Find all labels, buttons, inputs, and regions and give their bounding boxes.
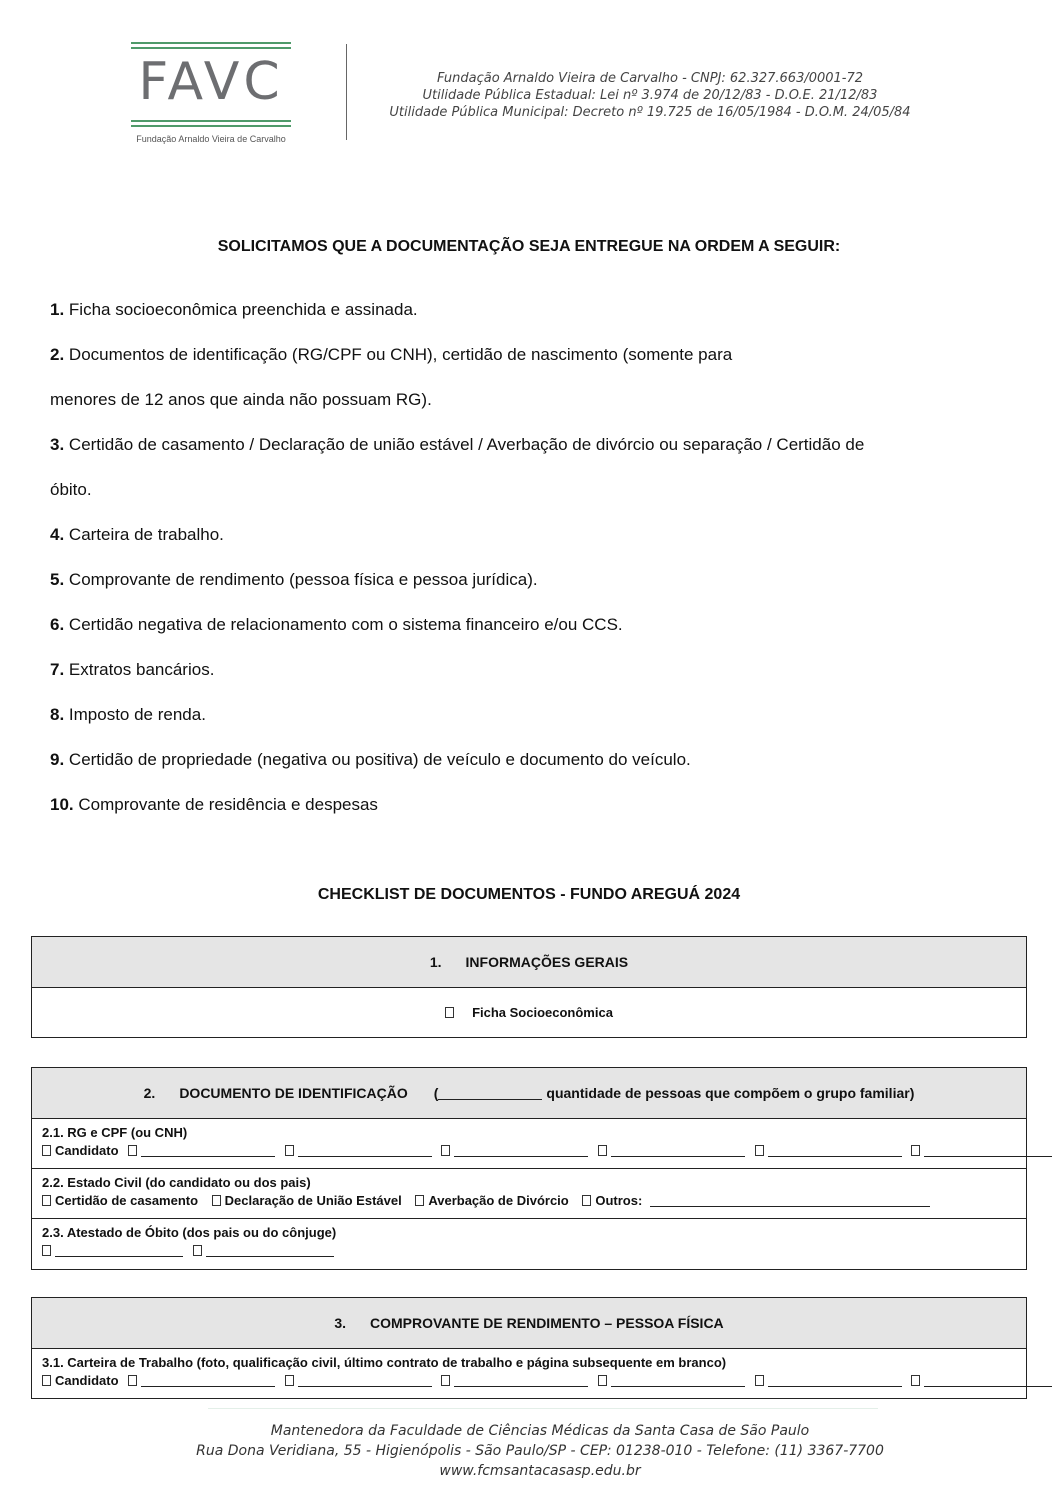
item-number: 2.	[50, 345, 65, 364]
logo-bottom-rule	[131, 120, 291, 122]
checkbox[interactable]	[445, 1007, 454, 1018]
row-title: 2.2. Estado Civil (do candidato ou dos pais)	[42, 1175, 311, 1190]
checkbox[interactable]	[755, 1145, 764, 1156]
item-text: Certidão de casamento / Declaração de união estável / Averbação de divórcio ou separação / Certidão de	[64, 435, 865, 454]
item-text: Extratos bancários.	[64, 660, 215, 679]
checkbox-label: Averbação de Divórcio	[428, 1193, 569, 1208]
section-identification	[31, 1067, 1027, 1270]
footer-line: Rua Dona Veridiana, 55 - Higienópolis - São Paulo/SP - CEP: 01238-010 - Telefone: (11) 3367-7700	[196, 1443, 884, 1459]
row-title: 2.1. RG e CPF (ou CNH)	[42, 1125, 188, 1140]
row-options	[42, 1192, 1016, 1210]
item-number: 5.	[50, 570, 65, 589]
checkbox[interactable]	[415, 1195, 424, 1206]
row-title: 3.1. Carteira de Trabalho (foto, qualificação civil, último contrato de trabalho e página subsequente em branco)	[42, 1355, 727, 1370]
requirement-item	[50, 705, 206, 725]
section-title: INFORMAÇÕES GERAIS	[465, 954, 629, 970]
other-blank[interactable]	[650, 1194, 930, 1207]
name-blank[interactable]	[55, 1244, 183, 1257]
checkbox[interactable]	[193, 1245, 202, 1256]
checkbox[interactable]	[285, 1145, 294, 1156]
requirement-item-continuation	[50, 390, 432, 410]
checkbox[interactable]	[598, 1375, 607, 1386]
header-divider	[346, 44, 347, 140]
section-income-individual	[31, 1297, 1027, 1399]
checkbox-label: Declaração de União Estável	[224, 1193, 402, 1208]
checkbox[interactable]	[128, 1145, 137, 1156]
checkbox[interactable]	[441, 1145, 450, 1156]
checkbox[interactable]	[42, 1145, 51, 1156]
logo-top-rule	[131, 42, 291, 44]
checkbox[interactable]	[42, 1375, 51, 1386]
item-text: Comprovante de rendimento (pessoa física e pessoa jurídica).	[64, 570, 538, 589]
name-blank[interactable]	[141, 1144, 275, 1157]
checkbox[interactable]	[441, 1375, 450, 1386]
row-options	[42, 1142, 1016, 1160]
checkbox-label: Candidato	[55, 1143, 119, 1158]
logo-top-rule-2	[131, 47, 291, 49]
checklist-title: CHECKLIST DE DOCUMENTOS - FUNDO AREGUÁ 2024	[317, 886, 741, 903]
name-blank[interactable]	[768, 1374, 902, 1387]
checkbox[interactable]	[911, 1145, 920, 1156]
checklist-row-work-card	[32, 1349, 1026, 1398]
logo-bottom-rule-2	[131, 125, 291, 127]
item-number: 1.	[50, 300, 65, 319]
checkbox[interactable]	[212, 1195, 221, 1206]
name-blank[interactable]	[768, 1144, 902, 1157]
requirements-title: SOLICITAMOS QUE A DOCUMENTAÇÃO SEJA ENTREGUE NA ORDEM A SEGUIR:	[217, 238, 841, 255]
name-blank[interactable]	[611, 1144, 745, 1157]
section-number: 2.	[143, 1085, 156, 1101]
checkbox[interactable]	[285, 1375, 294, 1386]
name-blank[interactable]	[611, 1374, 745, 1387]
checklist-row	[32, 988, 1026, 1037]
name-blank[interactable]	[454, 1374, 588, 1387]
row-options	[42, 1372, 1016, 1390]
favc-logo	[131, 42, 291, 146]
item-text: Documentos de identificação (RG/CPF ou CNH), certidão de nascimento (somente para	[64, 345, 733, 364]
checkbox[interactable]	[598, 1145, 607, 1156]
name-blank[interactable]	[454, 1144, 588, 1157]
name-blank[interactable]	[298, 1374, 432, 1387]
footer-rule	[208, 1408, 878, 1409]
section-header	[32, 937, 1026, 988]
item-text: menores de 12 anos que ainda não possuam RG).	[50, 390, 432, 409]
section-number: 1.	[429, 954, 442, 970]
name-blank[interactable]	[924, 1144, 1052, 1157]
requirement-item	[50, 435, 864, 455]
institution-line: Utilidade Pública Municipal: Decreto nº 19.725 de 16/05/1984 - D.O.M. 24/05/84	[389, 105, 911, 120]
item-number: 9.	[50, 750, 65, 769]
checkbox-label: Ficha Socioeconômica	[472, 1005, 613, 1020]
requirement-item	[50, 660, 214, 680]
checklist-row-civil-status	[32, 1169, 1026, 1219]
item-text: Comprovante de residência e despesas	[73, 795, 378, 814]
item-text: Certidão de propriedade (negativa ou positiva) de veículo e documento do veículo.	[64, 750, 691, 769]
section-header	[32, 1068, 1026, 1119]
institution-line: Utilidade Pública Estadual: Lei nº 3.974 de 20/12/83 - D.O.E. 21/12/83	[422, 88, 878, 103]
name-blank[interactable]	[206, 1244, 334, 1257]
row-options	[42, 1242, 1016, 1260]
checkbox[interactable]	[755, 1375, 764, 1386]
institution-line: Fundação Arnaldo Vieira de Carvalho - CNPJ: 62.327.663/0001-72	[436, 71, 864, 86]
item-text: Imposto de renda.	[64, 705, 206, 724]
item-text: Certidão negativa de relacionamento com o sistema financeiro e/ou CCS.	[64, 615, 623, 634]
requirement-item	[50, 525, 224, 545]
item-number: 7.	[50, 660, 65, 679]
name-blank[interactable]	[298, 1144, 432, 1157]
requirement-item	[50, 345, 732, 365]
section-header	[32, 1298, 1026, 1349]
footer-website: www.fcmsantacasasp.edu.br	[439, 1463, 641, 1479]
requirement-item	[50, 300, 418, 320]
checkbox-label: Certidão de casamento	[55, 1193, 199, 1208]
logo-wordmark: FAVC	[138, 52, 284, 112]
checkbox[interactable]	[42, 1245, 51, 1256]
institution-info	[370, 70, 930, 121]
item-number: 6.	[50, 615, 65, 634]
requirement-item	[50, 615, 623, 635]
note-open-paren: (	[433, 1085, 439, 1101]
logo-subtitle: Fundação Arnaldo Vieira de Carvalho	[136, 134, 286, 144]
checkbox-label: Outros:	[595, 1193, 643, 1208]
item-text: Carteira de trabalho.	[64, 525, 224, 544]
item-number: 10.	[50, 795, 74, 814]
checkbox[interactable]	[911, 1375, 920, 1386]
family-count-blank[interactable]	[438, 1087, 542, 1100]
checkbox[interactable]	[42, 1195, 51, 1206]
item-number: 3.	[50, 435, 65, 454]
section-general-info	[31, 936, 1027, 1038]
section-title: COMPROVANTE DE RENDIMENTO – PESSOA FÍSICA	[370, 1315, 724, 1331]
name-blank[interactable]	[141, 1374, 275, 1387]
item-text: óbito.	[50, 480, 92, 499]
footer	[190, 1421, 890, 1481]
section-number: 3.	[334, 1315, 346, 1331]
footer-line: Mantenedora da Faculdade de Ciências Médicas da Santa Casa de São Paulo	[270, 1423, 810, 1439]
checklist-row-death-cert	[32, 1219, 1026, 1269]
item-number: 4.	[50, 525, 65, 544]
requirement-item-continuation	[50, 480, 92, 500]
requirement-item	[50, 795, 378, 815]
section-note: quantidade de pessoas que compõem o grupo familiar)	[546, 1085, 915, 1101]
item-text: Ficha socioeconômica preenchida e assinada.	[64, 300, 418, 319]
item-number: 8.	[50, 705, 65, 724]
section-title: DOCUMENTO DE IDENTIFICAÇÃO	[179, 1085, 408, 1101]
checkbox-label: Candidato	[55, 1373, 119, 1388]
name-blank[interactable]	[924, 1374, 1052, 1387]
requirement-item	[50, 570, 538, 590]
requirement-item	[50, 750, 691, 770]
checklist-row-rg-cpf	[32, 1119, 1026, 1169]
checkbox[interactable]	[582, 1195, 591, 1206]
row-title: 2.3. Atestado de Óbito (dos pais ou do cônjuge)	[42, 1225, 337, 1240]
checkbox[interactable]	[128, 1375, 137, 1386]
